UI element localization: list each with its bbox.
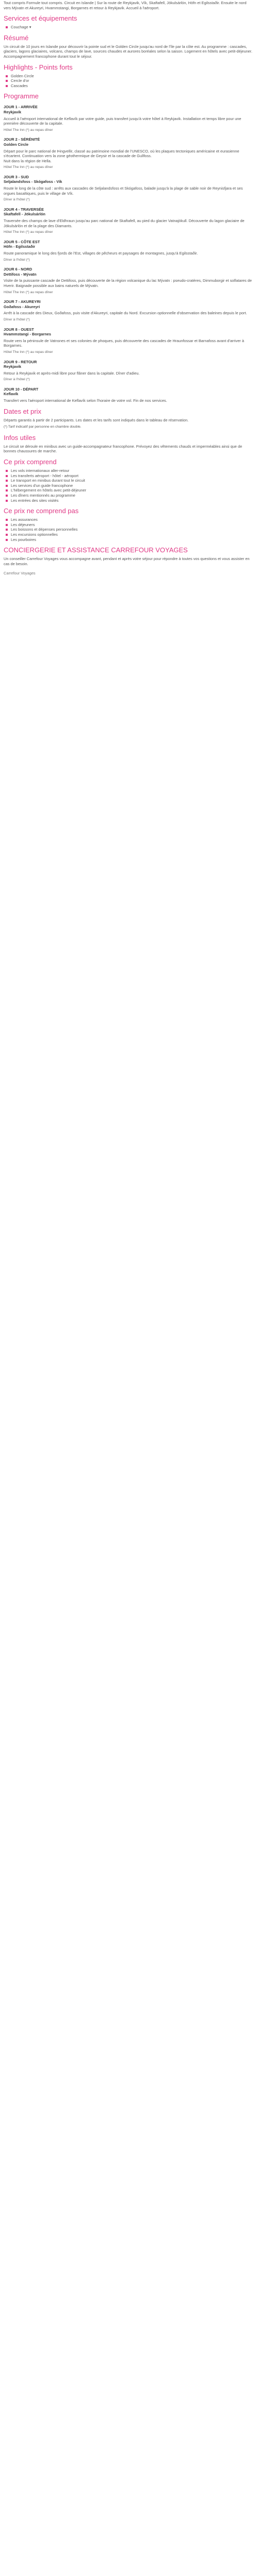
infos-title: Infos utiles bbox=[4, 433, 36, 442]
programme-title: Programme bbox=[4, 92, 39, 100]
day-text: Traversée des champs de lave d'Eldhraun jusqu'au parc national de Skaftafell, au pied du glacier Vatnajökull. Découverte du lagon glaciaire de Jökulsárlón et de la plage des Diamants. bbox=[4, 218, 245, 228]
day-title: JOUR 2 - SÉRÉNITÉ bbox=[4, 137, 40, 142]
services-item[interactable]: Couchage ▾ bbox=[4, 25, 254, 30]
highlights-title: Highlights - Points forts bbox=[4, 63, 73, 71]
depart-note: (*) Tarif indicatif par personne en chambre double. bbox=[4, 425, 82, 429]
day-title: JOUR 4 - TRAVERSÉE bbox=[4, 207, 44, 212]
day-block bbox=[4, 240, 254, 262]
day-subtitle: Hvammstangi - Borgarnes bbox=[4, 332, 51, 337]
day-block bbox=[4, 387, 254, 403]
day-title: JOUR 5 - CÔTE EST bbox=[4, 239, 40, 244]
services-title: Services et équipements bbox=[4, 14, 77, 23]
depart-title: Dates et prix bbox=[4, 407, 41, 415]
prix-compris-item: Les services d'un guide francophone bbox=[4, 483, 254, 488]
prix-compris-item: Les transferts aéroport - hôtel - aéroport bbox=[4, 473, 254, 479]
day-text: Transfert vers l'aéroport international de Keflavík selon l'horaire de votre vol. Fin de nos services. bbox=[4, 398, 167, 403]
day-text: Route panoramique le long des fjords de l'Est, villages de pêcheurs et paysages de montagnes, jusqu'à Egilsstaðir. bbox=[4, 251, 198, 256]
day-meal: Dîner à l'hôtel (*) bbox=[4, 378, 30, 382]
day-text: Route vers la péninsule de Vatnsnes et ses colonies de phoques, puis découverte des cascades de Hraunfossar et Barnafoss avant d'arriver à Borgarnes. bbox=[4, 338, 244, 348]
day-block bbox=[4, 137, 254, 170]
prix-non-item: Les déjeuners bbox=[4, 522, 254, 528]
prix-non-item: Les pourboires bbox=[4, 537, 254, 543]
day-block bbox=[4, 299, 254, 322]
prix-compris-title: Ce prix comprend bbox=[4, 458, 57, 466]
services-list bbox=[4, 25, 254, 30]
day-subtitle: Skaftafell - Jökulsárlón bbox=[4, 212, 45, 217]
bienvenue-text: Un circuit de 10 jours en Islande pour découvrir la pointe sud et le Golden Circle jusqu'au nord de l'île par la côte est. Au programme : cascades, glaciers, lagons glaciaires, volcans, champs de lave, sources chaudes et aurores boréales selon la saison. Logement en hôtels avec petit-déjeuner. Accompagnement francophone durant tout le séjour. bbox=[4, 44, 252, 59]
day-subtitle: Reykjavik bbox=[4, 109, 22, 114]
day-meal: Hôtel The Inn (*) au repas dîner bbox=[4, 230, 53, 234]
concierge-title: CONCIERGERIE ET ASSISTANCE CARREFOUR VOYAGES bbox=[4, 546, 188, 554]
day-subtitle: Keflavík bbox=[4, 392, 19, 397]
prix-compris-item: Les entrées des sites visités bbox=[4, 498, 254, 503]
day-text: Arrêt à la cascade des Dieux, Goðafoss, puis visite d'Akureyri, capitale du Nord. Excursion optionnelle d'observation des baleines depuis le port. bbox=[4, 311, 247, 316]
highlight-item: Golden Circle bbox=[4, 74, 254, 79]
highlights-list bbox=[4, 74, 254, 89]
prix-non-item: Les boissons et dépenses personnelles bbox=[4, 527, 254, 532]
day-meal: Dîner à l'hôtel (*) bbox=[4, 258, 30, 262]
day-block bbox=[4, 207, 254, 235]
day-text: Visite de la puissante cascade de Dettifoss, puis découverte de la région volcanique du lac Mývatn : pseudo-cratères, Dimmuborgir et solfatares de Hverir. Baignade possible aux bains naturels de Mývatn. bbox=[4, 278, 252, 288]
day-block bbox=[4, 327, 254, 355]
day-subtitle: Goðafoss - Akureyri bbox=[4, 304, 40, 309]
day-text: Retour à Reykjavik et après-midi libre pour flâner dans la capitale. Dîner d'adieu. bbox=[4, 370, 140, 376]
depart-text: Départs garantis à partir de 2 participants. Les dates et les tarifs sont indiqués dans le tableau de réservation. bbox=[4, 417, 189, 422]
prix-compris-item: Les dîners mentionnés au programme bbox=[4, 493, 254, 498]
day-text: Accueil à l'aéroport international de Keflavík par votre guide, puis transfert jusqu'à votre hôtel à Reykjavik. Installation et temps libre pour une première découverte de la capitale. bbox=[4, 116, 241, 126]
day-title: JOUR 6 - NORD bbox=[4, 267, 33, 272]
day-title: JOUR 3 - SUD bbox=[4, 174, 29, 179]
prix-non-item: Les excursions optionnelles bbox=[4, 532, 254, 537]
day-meal: Hôtel The Inn (*) au repas dîner bbox=[4, 165, 53, 170]
prix-compris-list bbox=[4, 468, 254, 503]
day-meal: Hôtel The Inn (*) au repas dîner bbox=[4, 290, 53, 294]
day-block bbox=[4, 175, 254, 202]
day-meal: Dîner à l'hôtel (*) bbox=[4, 317, 30, 321]
day-text-extra: Nuit dans la région de Hella. bbox=[4, 158, 52, 163]
page bbox=[0, 0, 258, 576]
prix-compris-item: Les vols internationaux aller-retour bbox=[4, 468, 254, 473]
day-text: Route le long de la côte sud : arrêts aux cascades de Seljalandsfoss et Skógafoss, balade jusqu'à la plage de sable noir de Reynisfjara et ses orgues basaltiques, puis le village de Vík. bbox=[4, 186, 243, 196]
day-title: JOUR 10 - DÉPART bbox=[4, 386, 39, 392]
intro-text: Tout compris Formule tout compris. Circuit en Islande | Sur la route de Reykjavik, Vík, Skaftafell, Jökulsárlón, Höfn et Egilsstaðir. Ensuite le nord vers Mývatn et Akureyri, Hvammstangi, Borgarnes et retour à Reykjavik. Accueil à l'aéroport. bbox=[4, 1, 247, 10]
day-subtitle: Höfn - Egilsstaðir bbox=[4, 244, 36, 249]
day-meal: Hôtel The Inn (*) au repas dîner bbox=[4, 128, 53, 132]
day-meal: Hôtel The Inn (*) au repas dîner bbox=[4, 350, 53, 354]
day-block bbox=[4, 267, 254, 295]
prix-non-list bbox=[4, 517, 254, 542]
day-title: JOUR 7 - AKUREYRI bbox=[4, 299, 41, 304]
footer-text: Carrefour Voyages bbox=[4, 571, 36, 576]
day-title: JOUR 9 - RETOUR bbox=[4, 359, 37, 364]
day-block bbox=[4, 360, 254, 382]
prix-non-item: Les assurances bbox=[4, 517, 254, 522]
highlight-item: Cercle d'or bbox=[4, 78, 254, 83]
day-title: JOUR 8 - OUEST bbox=[4, 327, 34, 332]
prix-non-title: Ce prix ne comprend pas bbox=[4, 507, 79, 515]
concierge-text: Un conseiller Carrefour Voyages vous accompagne avant, pendant et après votre séjour pour répondre à toutes vos questions et vous assister en cas de besoin. bbox=[4, 556, 250, 566]
day-subtitle: Seljalandsfoss - Skógafoss - Vík bbox=[4, 179, 62, 184]
day-subtitle: Golden Circle bbox=[4, 142, 29, 147]
day-subtitle: Reykjavik bbox=[4, 364, 22, 369]
infos-text: Le circuit se déroule en minibus avec un guide-accompagnateur francophone. Prévoyez des vêtements chauds et imperméables ainsi que de bonnes chaussures de marche. bbox=[4, 444, 243, 454]
day-block bbox=[4, 105, 254, 132]
day-text: Départ pour le parc national de Þingvellir, classé au patrimoine mondial de l'UNESCO, où les plaques tectoniques américaine et eurasienne s'écartent. Continuation vers la zone géothermique de Geysir et la cascade de Gullfoss. bbox=[4, 148, 239, 159]
day-subtitle: Dettifoss - Mývatn bbox=[4, 272, 37, 277]
highlight-item: Cascades bbox=[4, 83, 254, 89]
day-title: JOUR 1 - ARRIVÉE bbox=[4, 105, 38, 110]
prix-compris-item: L'hébergement en hôtels avec petit-déjeuner bbox=[4, 488, 254, 493]
prix-compris-item: Le transport en minibus durant tout le circuit bbox=[4, 478, 254, 483]
bienvenue-title: Résumé bbox=[4, 33, 29, 42]
day-meal: Dîner à l'hôtel (*) bbox=[4, 198, 30, 202]
